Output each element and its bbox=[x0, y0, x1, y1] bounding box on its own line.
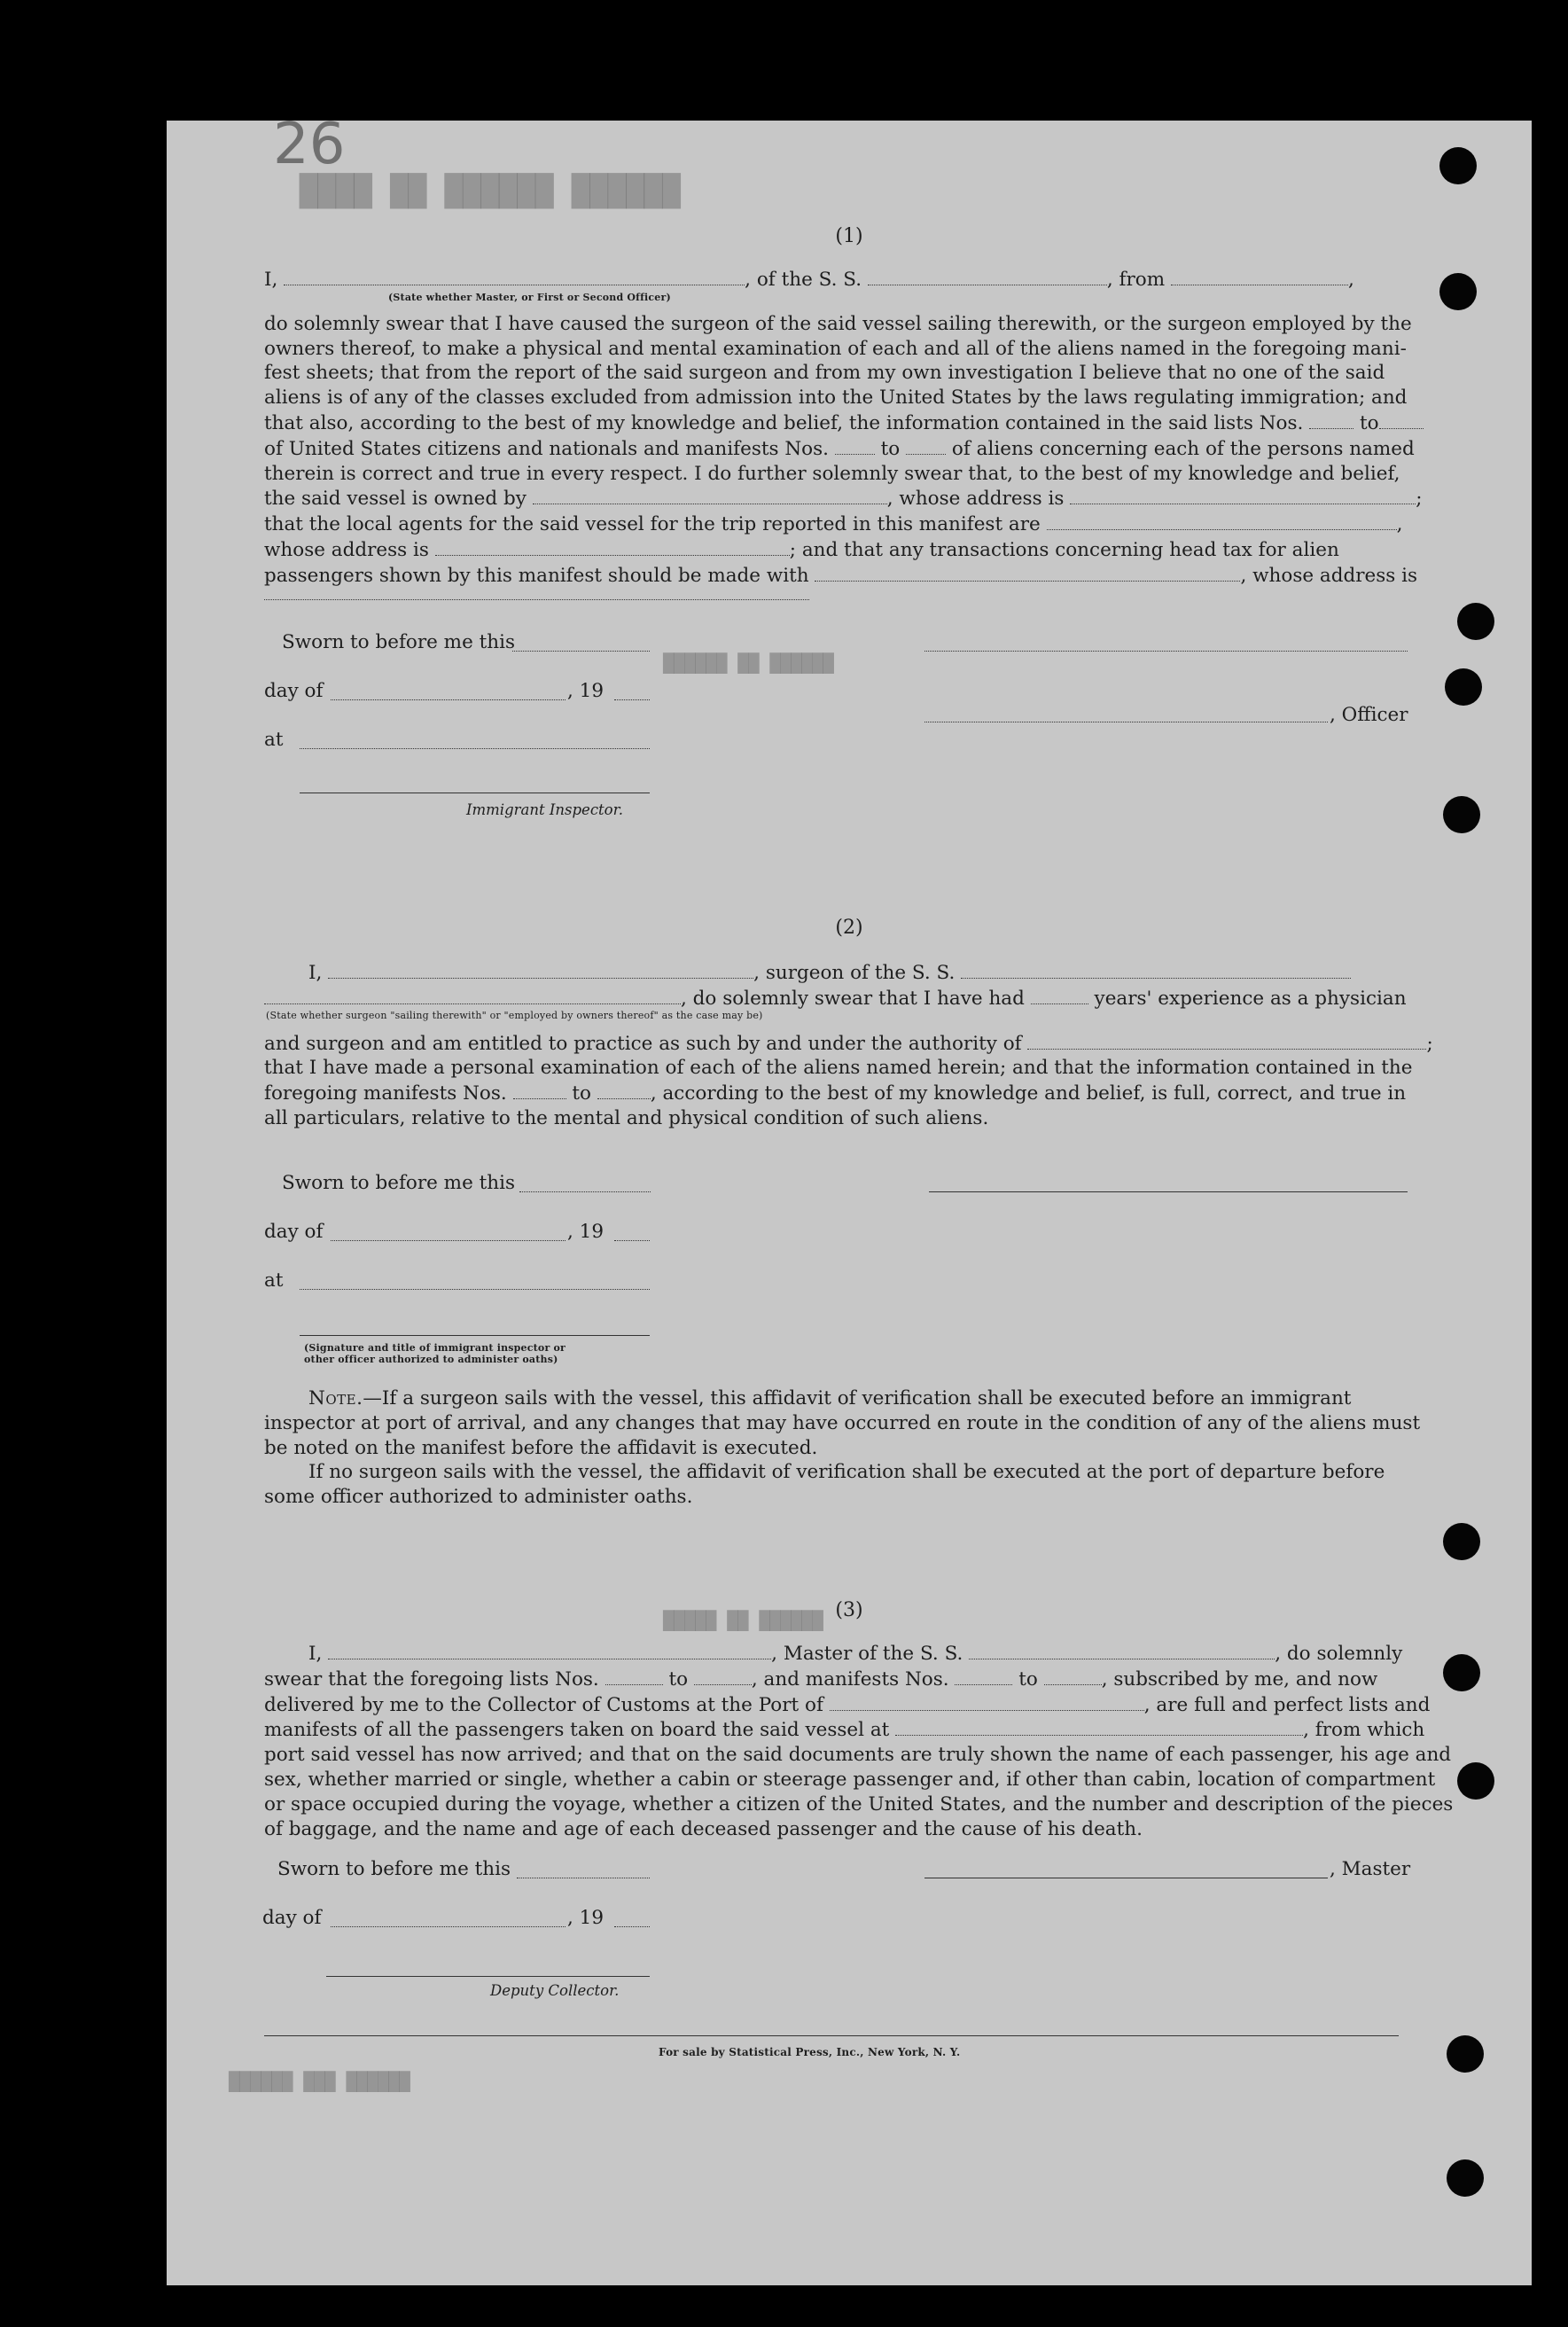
oath-text: , from bbox=[1106, 269, 1171, 291]
ship-name-blank[interactable] bbox=[868, 267, 1107, 285]
oath-text: , of the S. S. bbox=[745, 269, 868, 291]
oath-text: years' experience as a physician bbox=[1088, 987, 1407, 1010]
oath-text: that also, according to the best of my knowledge and belief, the information contained in the said lists Nos. bbox=[264, 411, 1310, 434]
surgeon-status-blank[interactable] bbox=[264, 986, 681, 1004]
collector-signature-line[interactable] bbox=[326, 1976, 650, 1977]
surgeon-name-blank[interactable] bbox=[328, 960, 753, 979]
oath-text: , do solemnly bbox=[1275, 1643, 1403, 1665]
oath-line: sex, whether married or single, whether a cabin or steerage passenger and, if other than cabin, location of compartment bbox=[264, 1768, 1436, 1791]
day-of-label: day of bbox=[264, 680, 324, 702]
oath-text: swear that the foregoing lists Nos. bbox=[264, 1667, 605, 1691]
day-of-line[interactable] bbox=[331, 1926, 566, 1927]
oath-text: , surgeon of the S. S. bbox=[753, 962, 962, 984]
note-line: some officer authorized to administer oaths. bbox=[264, 1486, 693, 1509]
years-experience-blank[interactable] bbox=[1031, 986, 1088, 1004]
punch-hole bbox=[1443, 796, 1480, 833]
manifests-from-blank[interactable] bbox=[955, 1667, 1012, 1685]
note-paragraph bbox=[264, 1386, 1421, 1510]
lists-from-blank[interactable] bbox=[1309, 410, 1353, 429]
year-line[interactable] bbox=[614, 1240, 650, 1241]
year-label: , 19 bbox=[567, 1907, 605, 1929]
lists-from-blank[interactable] bbox=[605, 1667, 663, 1685]
section-2-number: (2) bbox=[835, 917, 863, 939]
oath-text: , bbox=[1396, 513, 1403, 536]
punch-hole bbox=[1443, 1654, 1480, 1691]
oath-text: , Master of the S. S. bbox=[771, 1643, 970, 1665]
oath-line: aliens is of any of the classes excluded from admission into the United States by the laws regulating immigration; and bbox=[264, 387, 1408, 410]
punch-hole bbox=[1439, 147, 1477, 184]
at-line[interactable] bbox=[300, 1289, 650, 1290]
note-line: inspector at port of arrival, and any changes that may have occurred en route in the condition of any of the aliens must bbox=[264, 1411, 1421, 1434]
surgeon-hint: (State whether surgeon "sailing therewith" or "employed by owners thereof" as the case may be) bbox=[266, 1010, 763, 1021]
owner-blank[interactable] bbox=[533, 486, 887, 504]
oath-text: , do solemnly swear that I have had bbox=[681, 987, 1031, 1010]
ship-name-blank[interactable] bbox=[969, 1641, 1275, 1659]
master-name-blank[interactable] bbox=[328, 1641, 771, 1659]
oath-text: to bbox=[662, 1667, 694, 1691]
oath-line: all particulars, relative to the mental and physical condition of such aliens. bbox=[264, 1106, 989, 1129]
oath-text: manifests of all the passengers taken on board the said vessel at bbox=[264, 1719, 896, 1742]
day-of-line[interactable] bbox=[331, 699, 566, 700]
oath-text: foregoing manifests Nos. bbox=[264, 1082, 513, 1105]
manifests-to-blank[interactable] bbox=[1044, 1667, 1102, 1685]
oath-text: and surgeon and am entitled to practice as such by and under the authority of bbox=[264, 1032, 1028, 1055]
oath-line: therein is correct and true in every respect. I do further solemnly swear that, to the best of my knowledge and belief, bbox=[264, 462, 1400, 485]
oath-text: the said vessel is owned by bbox=[264, 488, 533, 511]
oath-line: do solemnly swear that I have caused the surgeon of the said vessel sailing therewith, or the surgeon employed by the bbox=[264, 312, 1412, 335]
oath-text: of United States citizens and nationals and manifests Nos. bbox=[264, 437, 835, 460]
note-line: If no surgeon sails with the vessel, the affidavit of verification shall be executed at the port of departure before bbox=[308, 1461, 1385, 1484]
oath-line: that I have made a personal examination of each of the aliens named herein; and that the information contained in the bbox=[264, 1057, 1413, 1080]
punch-hole bbox=[1447, 2159, 1484, 2197]
oath-text: to bbox=[1012, 1667, 1044, 1691]
oath-text: I, bbox=[308, 1643, 329, 1665]
address-continuation-line[interactable] bbox=[264, 599, 809, 600]
oath-text: , whose address is bbox=[1240, 564, 1418, 587]
sworn-date-line[interactable] bbox=[512, 651, 650, 652]
oath-text: , bbox=[1347, 269, 1354, 291]
punch-hole bbox=[1443, 1523, 1480, 1560]
oath-text: ; and that any transactions concerning head tax for alien bbox=[789, 538, 1339, 561]
page-number-stamp: 26 bbox=[273, 112, 346, 177]
manifests-from-blank[interactable] bbox=[513, 1081, 566, 1099]
bleed-through-text: ██████ ██ ██████ bbox=[663, 652, 834, 674]
day-of-label: day of bbox=[264, 1221, 324, 1243]
officer-name-blank[interactable] bbox=[284, 267, 745, 285]
sworn-label: Sworn to before me this bbox=[282, 1172, 516, 1194]
oath-text: to bbox=[1353, 411, 1379, 434]
day-of-line[interactable] bbox=[331, 1240, 566, 1241]
oath-line: of baggage, and the name and age of each deceased passenger and the cause of his death. bbox=[264, 1817, 1143, 1840]
oath-text: I, bbox=[308, 962, 329, 984]
note-label: Note. bbox=[308, 1387, 363, 1409]
year-line[interactable] bbox=[614, 699, 650, 700]
oath-text: , subscribed by me, and now bbox=[1101, 1667, 1378, 1691]
oath-text: that the local agents for the said vessel for the trip reported in this manifest are bbox=[264, 513, 1047, 536]
punch-hole bbox=[1439, 273, 1477, 310]
officer-hint: (State whether Master, or First or Second Officer) bbox=[388, 292, 671, 303]
at-label: at bbox=[264, 729, 284, 751]
section-3-oath bbox=[264, 1641, 1454, 1841]
bleed-through-text: ████ ██ ██████ ██████ bbox=[300, 174, 681, 209]
punch-hole bbox=[1447, 2035, 1484, 2073]
oath-line: port said vessel has now arrived; and that on the said documents are truly shown the name of each passenger, his age and bbox=[264, 1744, 1452, 1767]
punch-hole bbox=[1445, 668, 1482, 706]
oath-text: , according to the best of my knowledge and belief, is full, correct, and true in bbox=[650, 1082, 1407, 1105]
embarkation-port-blank[interactable] bbox=[895, 1717, 1303, 1736]
note-line: be noted on the manifest before the affidavit is executed. bbox=[264, 1436, 818, 1459]
officer-label: , Officer bbox=[1330, 704, 1408, 726]
oath-text: whose address is bbox=[264, 538, 435, 561]
master-label: , Master bbox=[1330, 1858, 1411, 1880]
agents-address-blank[interactable] bbox=[435, 537, 790, 556]
sworn-date-line[interactable] bbox=[519, 1191, 651, 1192]
departure-port-blank[interactable] bbox=[1171, 267, 1348, 285]
day-of-label: day of bbox=[262, 1907, 322, 1929]
punch-hole bbox=[1457, 1762, 1494, 1800]
inspector-signature-line[interactable] bbox=[300, 1335, 650, 1336]
collector-label: Deputy Collector. bbox=[490, 1982, 620, 1999]
punch-hole bbox=[1457, 603, 1494, 640]
at-label: at bbox=[264, 1269, 284, 1292]
oath-text: , and manifests Nos. bbox=[751, 1667, 956, 1691]
lists-to-blank[interactable] bbox=[694, 1667, 752, 1685]
oath-text: of aliens concerning each of the persons named bbox=[946, 437, 1415, 460]
year-label: , 19 bbox=[567, 1221, 605, 1243]
oath-text: I, bbox=[264, 269, 285, 291]
lists-to-blank[interactable] bbox=[1379, 410, 1424, 429]
oath-line: or space occupied during the voyage, whether a citizen of the United States, and the number and description of the pieces bbox=[264, 1792, 1454, 1816]
footer-rule bbox=[264, 2035, 1399, 2036]
oath-text: , are full and perfect lists and bbox=[1143, 1693, 1431, 1716]
oath-text: to bbox=[566, 1082, 597, 1105]
owner-address-blank[interactable] bbox=[1070, 486, 1416, 504]
manifests-to-blank[interactable] bbox=[906, 436, 946, 455]
oath-text: ; bbox=[1426, 1032, 1433, 1055]
oath-text: , from which bbox=[1303, 1719, 1425, 1742]
section-1-oath bbox=[264, 267, 1423, 589]
signature-hint: (Signature and title of immigrant inspector or bbox=[304, 1342, 566, 1354]
manifest-form-page bbox=[167, 112, 1532, 2285]
oath-line: fest sheets; that from the report of the said surgeon and from my own investigation I believe that no one of the said bbox=[264, 362, 1385, 385]
oath-text: to bbox=[874, 437, 907, 460]
oath-text: ; bbox=[1416, 488, 1423, 511]
signature-hint: other officer authorized to administer oaths) bbox=[304, 1354, 558, 1365]
bleed-through-text: █████ ██ ██████ bbox=[663, 1610, 823, 1631]
ship-name-blank[interactable] bbox=[961, 960, 1351, 979]
authority-blank[interactable] bbox=[1027, 1031, 1426, 1050]
manifests-from-blank[interactable] bbox=[835, 436, 875, 455]
sworn-label: Sworn to before me this bbox=[282, 631, 516, 653]
manifests-to-blank[interactable] bbox=[597, 1081, 651, 1099]
oath-text: delivered by me to the Collector of Customs at the Port of bbox=[264, 1693, 830, 1716]
section-3-number: (3) bbox=[835, 1599, 863, 1621]
note-text: —If a surgeon sails with the vessel, this affidavit of verification shall be executed before an immigrant bbox=[363, 1387, 1352, 1409]
surgeon-signature-line[interactable] bbox=[929, 1191, 1408, 1192]
head-tax-party-blank[interactable] bbox=[815, 563, 1240, 582]
sworn-label: Sworn to before me this bbox=[277, 1858, 511, 1880]
at-line[interactable] bbox=[300, 748, 650, 749]
bleed-through-text: ██████ ███ ██████ bbox=[229, 2071, 410, 2092]
year-line[interactable] bbox=[614, 1926, 650, 1927]
local-agents-blank[interactable] bbox=[1047, 511, 1397, 530]
inspector-label: Immigrant Inspector. bbox=[466, 801, 623, 818]
oath-text: passengers shown by this manifest should be made with bbox=[264, 564, 815, 587]
officer-signature-line[interactable] bbox=[924, 651, 1408, 652]
oath-text: , whose address is bbox=[886, 488, 1071, 511]
printer-credit: For sale by Statistical Press, Inc., New York, N. Y. bbox=[659, 2046, 961, 2058]
year-label: , 19 bbox=[567, 680, 605, 702]
section-1-number: (1) bbox=[835, 225, 863, 247]
oath-line: owners thereof, to make a physical and mental examination of each and all of the aliens named in the foregoing mani- bbox=[264, 337, 1407, 360]
arrival-port-blank[interactable] bbox=[830, 1692, 1144, 1711]
section-2-oath bbox=[264, 960, 1433, 1131]
